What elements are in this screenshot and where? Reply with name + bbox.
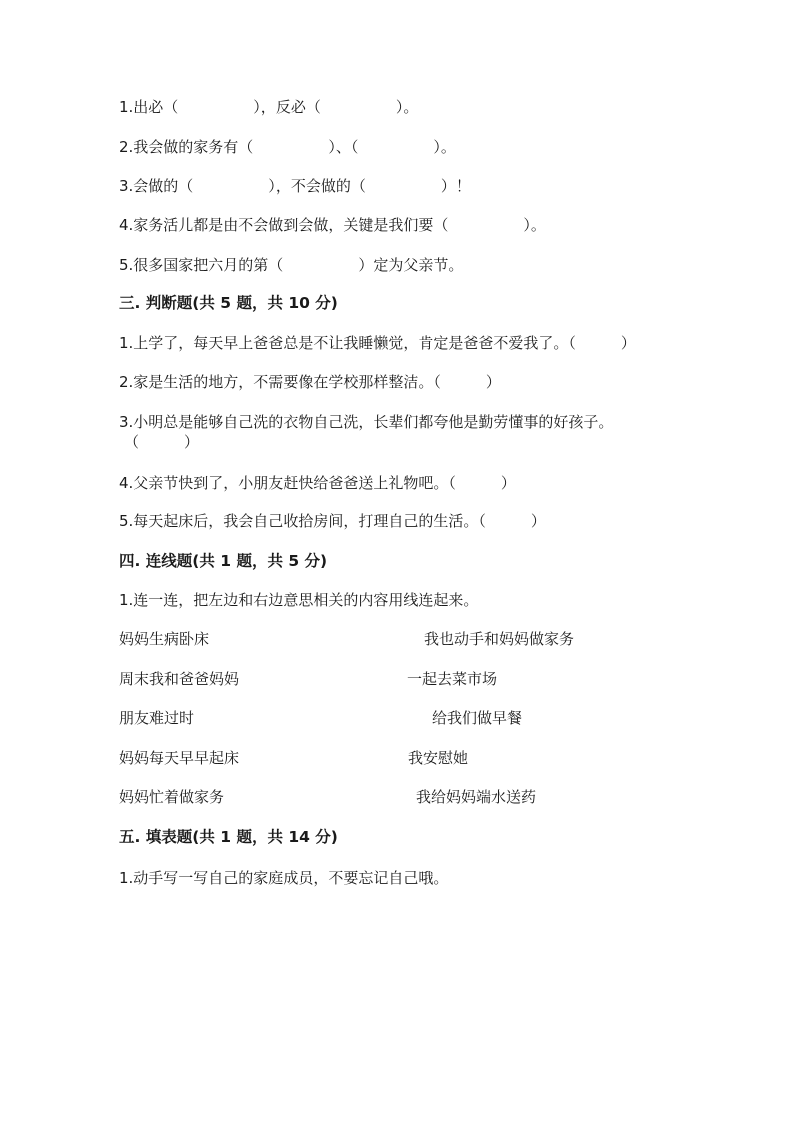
fill-in-item-5: 5.很多国家把六月的第（ ）定为父亲节。 [119, 256, 464, 274]
match-right-4: 我安慰她 [408, 749, 469, 767]
match-left-3: 朋友难过时 [119, 709, 195, 727]
judge-item-1: 1.上学了，每天早上爸爸总是不让我睡懒觉，肯定是爸爸不爱我了。（ ） [119, 334, 636, 352]
section5-title: 五. 填表题(共 1 题，共 14 分) [119, 828, 338, 846]
match-left-1: 妈妈生病卧床 [119, 630, 210, 648]
judge-item-3: 3.小明总是能够自己洗的衣物自己洗，长辈们都夸他是勤劳懂事的好孩子。 [119, 413, 614, 431]
section4-instruction: 1.连一连，把左边和右边意思相关的内容用线连起来。 [119, 591, 479, 609]
fill-in-item-4: 4.家务活儿都是由不会做到会做，关键是我们要（ ）。 [119, 216, 546, 234]
section3-title: 三. 判断题(共 5 题，共 10 分) [119, 294, 338, 312]
match-right-1: 我也动手和妈妈做家务 [424, 630, 575, 648]
match-left-2: 周末我和爸爸妈妈 [119, 670, 240, 688]
fill-in-item-3: 3.会做的（ ），不会做的（ ）！ [119, 177, 471, 195]
judge-item-3-bracket: （ ） [124, 433, 200, 451]
match-right-2: 一起去菜市场 [407, 670, 498, 688]
judge-item-5: 5.每天起床后，我会自己收拾房间，打理自己的生活。（ ） [119, 512, 546, 530]
match-right-3: 给我们做早餐 [432, 709, 523, 727]
fill-in-item-1: 1.出必（ ），反必（ ）。 [119, 98, 419, 116]
section4-title: 四. 连线题(共 1 题，共 5 分) [119, 552, 328, 570]
fill-in-item-2: 2.我会做的家务有（ ）、（ ）。 [119, 138, 456, 156]
match-right-5: 我给妈妈端水送药 [416, 788, 537, 806]
judge-item-4: 4.父亲节快到了，小朋友赶快给爸爸送上礼物吧。（ ） [119, 474, 516, 492]
match-left-5: 妈妈忙着做家务 [119, 788, 225, 806]
match-left-4: 妈妈每天早早起床 [119, 749, 240, 767]
judge-item-2: 2.家是生活的地方，不需要像在学校那样整洁。（ ） [119, 373, 501, 391]
section5-instruction: 1.动手写一写自己的家庭成员，不要忘记自己哦。 [119, 869, 449, 887]
